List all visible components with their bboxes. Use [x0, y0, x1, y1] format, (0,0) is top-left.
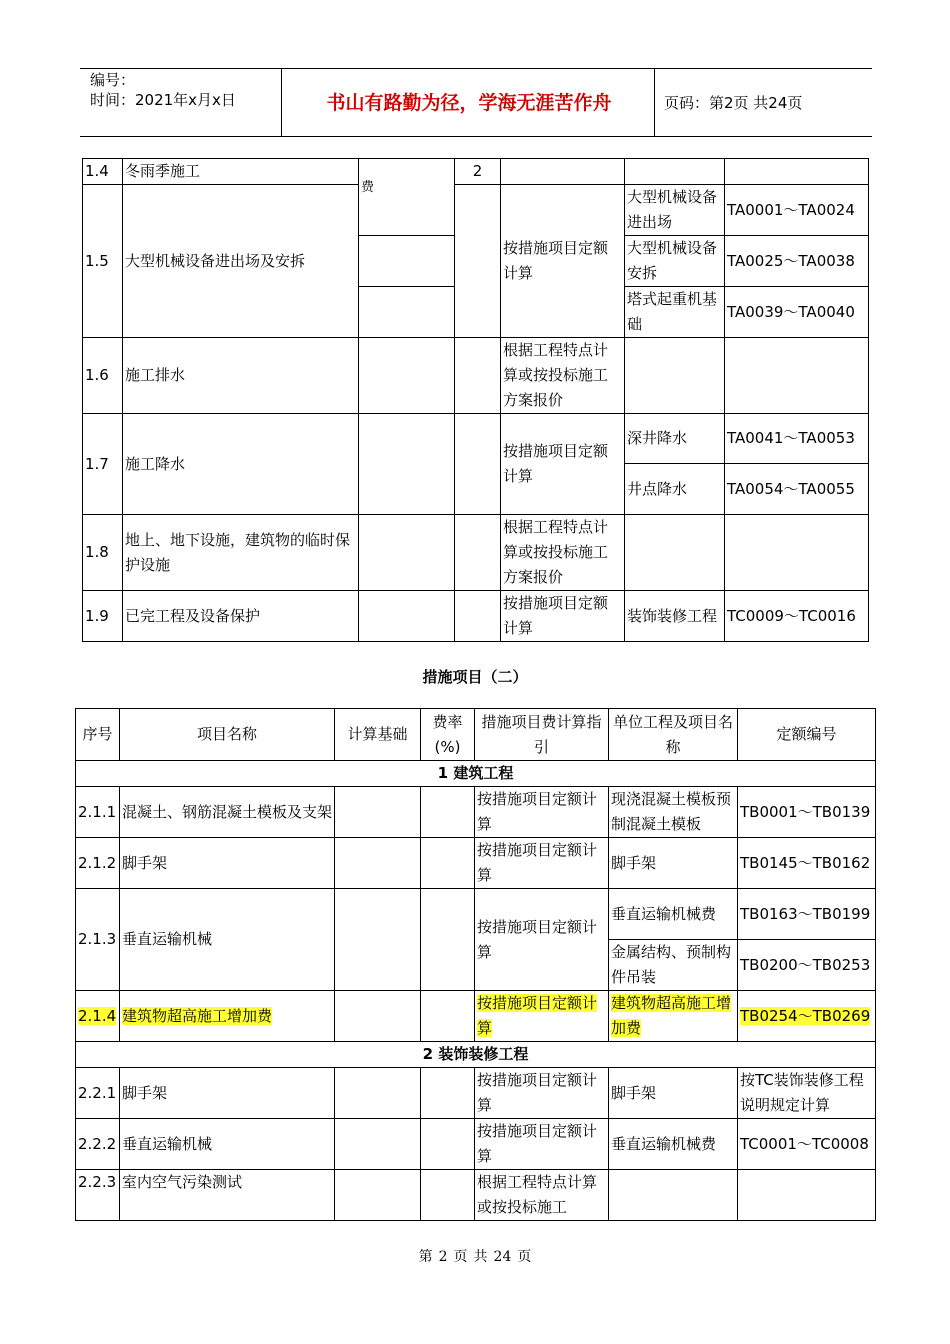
row-no: 2.2.3	[76, 1170, 120, 1221]
row-guide: 按措施项目定额计算	[501, 185, 625, 338]
footer-ye1: 页	[453, 1249, 468, 1265]
row-guide: 根据工程特点计算或按投标施工方案报价	[501, 338, 625, 414]
table-row	[83, 338, 869, 414]
section-row	[76, 1042, 876, 1068]
section-2-title: 2 装饰装修工程	[76, 1042, 876, 1068]
row-code: TA0025～TA0038	[725, 236, 869, 287]
row-guide: 根据工程特点计算或按投标施工方案报价	[501, 515, 625, 591]
row-no: 2.1.1	[76, 787, 120, 838]
row-no: 2.1.2	[76, 838, 120, 889]
row-no: 1.7	[83, 414, 123, 515]
table-header-row	[76, 709, 876, 761]
header-top-rule	[80, 68, 872, 69]
row-name: 混凝土、钢筋混凝土模板及支架	[120, 787, 335, 838]
row-unit: 井点降水	[625, 464, 725, 515]
row-no: 1.9	[83, 591, 123, 642]
header-name: 项目名称	[120, 709, 335, 761]
row-no: 1.5	[83, 185, 123, 338]
footer-page-number: 2	[438, 1249, 448, 1265]
row-code: TB0254～TB0269	[740, 1006, 871, 1025]
table-row-highlighted	[76, 991, 876, 1042]
row-unit: 塔式起重机基础	[625, 287, 725, 338]
row-code: TA0001～TA0024	[725, 185, 869, 236]
footer-total-pages: 24	[493, 1249, 512, 1265]
row-guide: 按措施项目定额计算	[475, 1068, 609, 1119]
row-no: 2.2.1	[76, 1068, 120, 1119]
row-unit: 垂直运输机械费	[609, 889, 738, 940]
row-name: 冬雨季施工	[123, 159, 359, 185]
table-row	[83, 159, 869, 185]
header-unit: 单位工程及项目名称	[609, 709, 738, 761]
row-unit: 垂直运输机械费	[609, 1119, 738, 1170]
table-row	[76, 1068, 876, 1119]
row-guide: 按措施项目定额计算	[475, 838, 609, 889]
row-code: TB0145～TB0162	[738, 838, 876, 889]
row-guide: 按措施项目定额计算	[475, 787, 609, 838]
row-name: 施工排水	[123, 338, 359, 414]
row-guide: 按措施项目定额计算	[477, 994, 598, 1037]
row-name: 施工降水	[123, 414, 359, 515]
row-name: 室内空气污染测试	[120, 1170, 335, 1221]
fee-fragment: 费	[361, 180, 375, 195]
row-code: TB0200～TB0253	[738, 940, 876, 991]
header-divider-left	[281, 68, 282, 136]
header-motto: 书山有路勤为径，学海无涯苦作舟	[326, 92, 612, 114]
table-row	[76, 787, 876, 838]
footer-gong: 共	[473, 1249, 488, 1265]
row-code: TC0001～TC0008	[738, 1119, 876, 1170]
header-no: 序号	[76, 709, 120, 761]
row-no: 1.8	[83, 515, 123, 591]
page-footer	[0, 1246, 950, 1266]
header-code: 定额编号	[738, 709, 876, 761]
row-code: TA0054～TA0055	[725, 464, 869, 515]
section-1-title: 1 建筑工程	[76, 761, 876, 787]
row-name: 大型机械设备进出场及安拆	[123, 185, 359, 338]
row-unit: 现浇混凝土模板预制混凝土模板	[609, 787, 738, 838]
row-no: 1.4	[83, 159, 123, 185]
row-name: 地上、地下设施，建筑物的临时保护设施	[123, 515, 359, 591]
row-no: 2.2.2	[76, 1119, 120, 1170]
row-name: 建筑物超高施工增加费	[122, 1006, 273, 1025]
table-row	[76, 889, 876, 940]
row-code: TA0041～TA0053	[725, 414, 869, 464]
header-page-label: 页码：第2页 共24页	[664, 94, 803, 112]
row-name: 垂直运输机械	[120, 1119, 335, 1170]
row-no: 2.1.4	[78, 1006, 117, 1025]
row-unit: 脚手架	[609, 1068, 738, 1119]
row-unit: 金属结构、预制构件吊装	[609, 940, 738, 991]
row-name: 脚手架	[120, 1068, 335, 1119]
row-unit: 大型机械设备进出场	[625, 185, 725, 236]
header-meta	[90, 70, 236, 110]
table-row	[83, 185, 869, 236]
row-guide: 按措施项目定额计算	[501, 414, 625, 515]
header-guide: 措施项目费计算指引	[475, 709, 609, 761]
row-code: TC0009～TC0016	[725, 591, 869, 642]
row-guide: 按措施项目定额计算	[501, 591, 625, 642]
row-code: TA0039～TA0040	[725, 287, 869, 338]
header-divider-right	[654, 68, 655, 136]
row-unit: 深井降水	[625, 414, 725, 464]
row-guide: 根据工程特点计算或按投标施工	[475, 1170, 609, 1221]
measures-table-2	[75, 708, 876, 1221]
date-label: 时间：2021年x月x日	[90, 91, 236, 109]
section-row	[76, 761, 876, 787]
row-code: TB0001～TB0139	[738, 787, 876, 838]
measures-table-1	[82, 158, 869, 642]
header-bottom-rule	[80, 136, 872, 137]
table-row	[76, 1119, 876, 1170]
row-unit: 脚手架	[609, 838, 738, 889]
row-guide: 按措施项目定额计算	[475, 1119, 609, 1170]
row-unit: 建筑物超高施工增加费	[611, 994, 732, 1037]
table-row	[83, 414, 869, 464]
row-code: TB0163～TB0199	[738, 889, 876, 940]
table-row	[83, 591, 869, 642]
row-unit: 大型机械设备安拆	[625, 236, 725, 287]
row-name: 垂直运输机械	[120, 889, 335, 991]
table-row	[83, 515, 869, 591]
row-no: 1.6	[83, 338, 123, 414]
table-row	[76, 838, 876, 889]
footer-di: 第	[418, 1249, 433, 1265]
section-title: 措施项目（二）	[422, 668, 528, 686]
row-name: 已完工程及设备保护	[123, 591, 359, 642]
number-label: 编号：	[90, 71, 136, 89]
header-rate: 费率(%)	[421, 709, 475, 761]
header-base: 计算基础	[335, 709, 421, 761]
footer-ye2: 页	[517, 1249, 532, 1265]
row-guide: 按措施项目定额计算	[475, 889, 609, 991]
table-row	[76, 1170, 876, 1221]
row-rate: 2	[455, 159, 501, 185]
row-code: 按TC装饰装修工程说明规定计算	[738, 1068, 876, 1119]
row-unit: 装饰装修工程	[625, 591, 725, 642]
row-name: 脚手架	[120, 838, 335, 889]
row-no: 2.1.3	[76, 889, 120, 991]
